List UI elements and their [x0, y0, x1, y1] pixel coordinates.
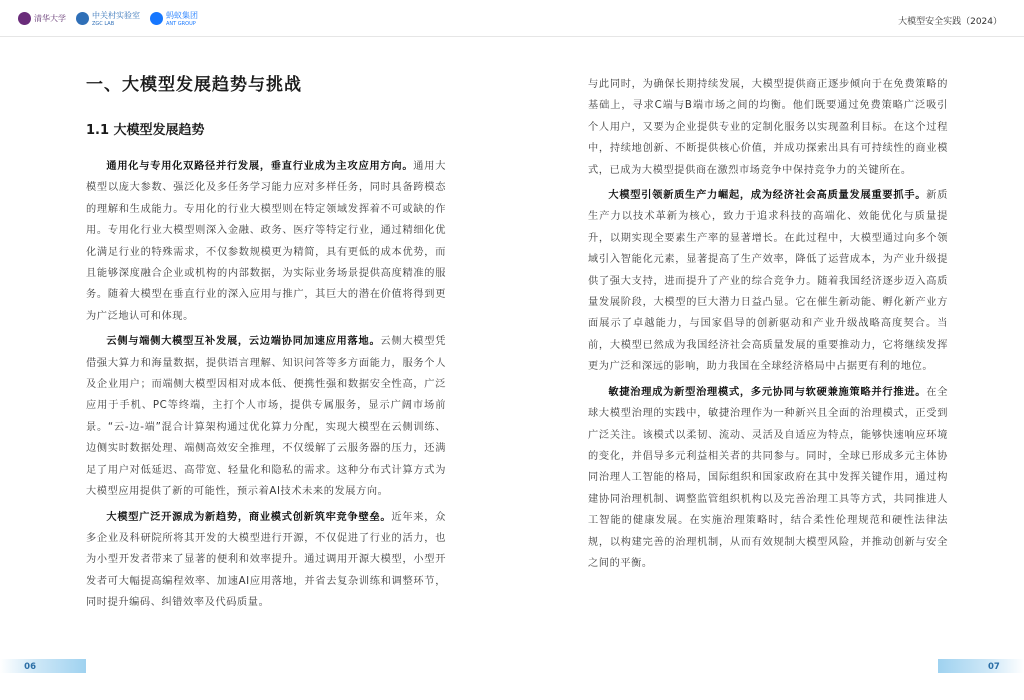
paragraph: [588, 382, 948, 575]
logo-text: 蚂蚁集团: [166, 11, 198, 20]
right-page-column: [588, 74, 948, 578]
ant-emblem-icon: [150, 12, 163, 25]
paragraph: [86, 507, 446, 614]
paragraph-text: 云侧大模型凭借强大算力和海量数据，提供语言理解、知识问答等多方面能力，服务个人及企业用户；而端侧大模型因相对成本低、便携性强和数据安全性高，广泛应用于手机、PC等终端，主打个人市场，提供专属服务，显示广阔市场前景。“云-边-端”混合计算架构通过优化算力分配，实现大模型在云侧训练、边侧实时数据处理、端侧高效安全推理，不仅缓解了云服务器的压力，还满足了用户对低延迟、高带宽、轻量化和隐私的需求。这种分布式计算方式为大模型应用提供了新的可能性，预示着AI技术未来的发展方向。: [86, 336, 446, 498]
paragraph-lead: 大模型引领新质生产力崛起，成为经济社会高质量发展重要抓手。: [608, 190, 927, 202]
right-page-number-bar: [938, 659, 1024, 673]
logo-group: [18, 10, 198, 27]
logo-text: 中关村实验室: [92, 11, 140, 20]
tsinghua-logo: [18, 12, 66, 25]
logo-subtext: ANT GROUP: [166, 21, 196, 27]
paragraph: [588, 185, 948, 378]
paragraph-text: 通用大模型以庞大参数、强泛化及多任务学习能力应对多样任务，同时具备跨模态的理解和生成能力。专用化的行业大模型则在特定领域发挥着不可或缺的作用。专用化行业大模型则深入金融、政务、医疗等特定行业，通过精细化优化满足行业的特殊需求，不仅参数规模更为精简，具有更低的成本优势，而且能够深度融合企业或机构的内部数据，为实际业务场景提供高度精准的服务。随着大模型在垂直行业的深入应用与推广，其巨大的潜在价值将得到更为广泛地认可和体现。: [86, 161, 446, 322]
paragraph: [86, 156, 446, 327]
paragraph-text: 新质生产力以技术革新为核心，致力于追求科技的高端化、效能优化与质量提升，以期实现全要素生产率的显著增长。在此过程中，大模型通过向多个领域引入智能化元素，显著提高了生产效率，降低了运营成本，为产业升级提供了强大支持，进而提升了产业的综合竞争力。随着我国经济逐步迈入高质量发展阶段，大模型的巨大潜力日益凸显。它在催生新动能、孵化新产业方面展示了卓越能力，与国家倡导的创新驱动和产业升级战略高度契合。当前，大模型已然成为我国经济社会高质量发展的重要推动力，它将继续发挥更为广泛和深远的影响，助力我国在全球经济格局中占据更有利的地位。: [588, 190, 948, 373]
tsinghua-emblem-icon: [18, 12, 31, 25]
paragraph-text: 与此同时，为确保长期持续发展，大模型提供商正逐步倾向于在免费策略的基础上，寻求C端与B端市场之间的均衡。他们既要通过免费策略广泛吸引个人用户，又要为企业提供专业的定制化服务以实现盈利目标。在这个过程中，持续地创新、不断提供核心价值，并成功探索出具有可持续性的商业模式，已成为大模型提供商在激烈市场竞争中保持竞争力的关键所在。: [588, 79, 948, 176]
page-number-left: 06: [24, 662, 36, 672]
left-page-number-bar: [0, 659, 86, 673]
paragraph-lead: 大模型广泛开源成为新趋势，商业模式创新筑牢竞争壁垒。: [106, 511, 392, 523]
paragraph: [86, 331, 446, 502]
page-header: [0, 0, 1024, 37]
report-title: 大模型安全实践（2024）: [898, 17, 1002, 27]
page-footer: [0, 652, 1024, 680]
zgc-lab-logo: [76, 10, 140, 27]
paragraph: [588, 74, 948, 181]
left-page-column: [86, 70, 446, 618]
paragraph-lead: 通用化与专用化双路径并行发展，垂直行业成为主攻应用方向。: [106, 161, 414, 172]
paragraph-text: 在全球大模型治理的实践中，敏捷治理作为一种新兴且全面的治理模式，正受到广泛关注。该模式以柔韧、流动、灵活及自适应为特点，能够快速响应环境的变化，并倡导多元利益相关者的共同参与。同时，全球已形成多元主体协同治理人工智能的格局，国际组织和国家政府在其中发挥关键作用，通过构建协同治理机制、调整监管组织机构以及完善治理工具等方式，共同推进人工智能的健康发展。在实施治理策略时，结合柔性伦理规范和硬性法律法规，以构建完善的治理机制，从而有效规制大模型风险，并推动创新与安全之间的平衡。: [588, 386, 948, 569]
logo-subtext: ZGC LAB: [92, 21, 115, 27]
page-number-right: 07: [988, 662, 1000, 672]
paragraph-text: 近年来，众多企业及科研院所将其开发的大模型进行开源，不仅促进了行业的活力，也为小型开发者带来了显著的便利和效率提升。通过调用开源大模型，小型开发者可大幅提高编程效率、加速AI应用落地，并省去复杂训练和调整环节，同时提升编码、纠错效率及代码质量。: [86, 511, 446, 609]
paragraph-lead: 敏捷治理成为新型治理模式，多元协同与软硬兼施策略并行推进。: [608, 386, 927, 398]
logo-text: 清华大学: [34, 14, 66, 23]
paragraph-lead: 云侧与端侧大模型互补发展，云边端协同加速应用落地。: [106, 336, 381, 348]
subsection-title: 1.1 大模型发展趋势: [86, 123, 205, 138]
ant-group-logo: [150, 10, 198, 27]
section-title: 一、大模型发展趋势与挑战: [86, 75, 302, 95]
zgc-emblem-icon: [76, 12, 89, 25]
